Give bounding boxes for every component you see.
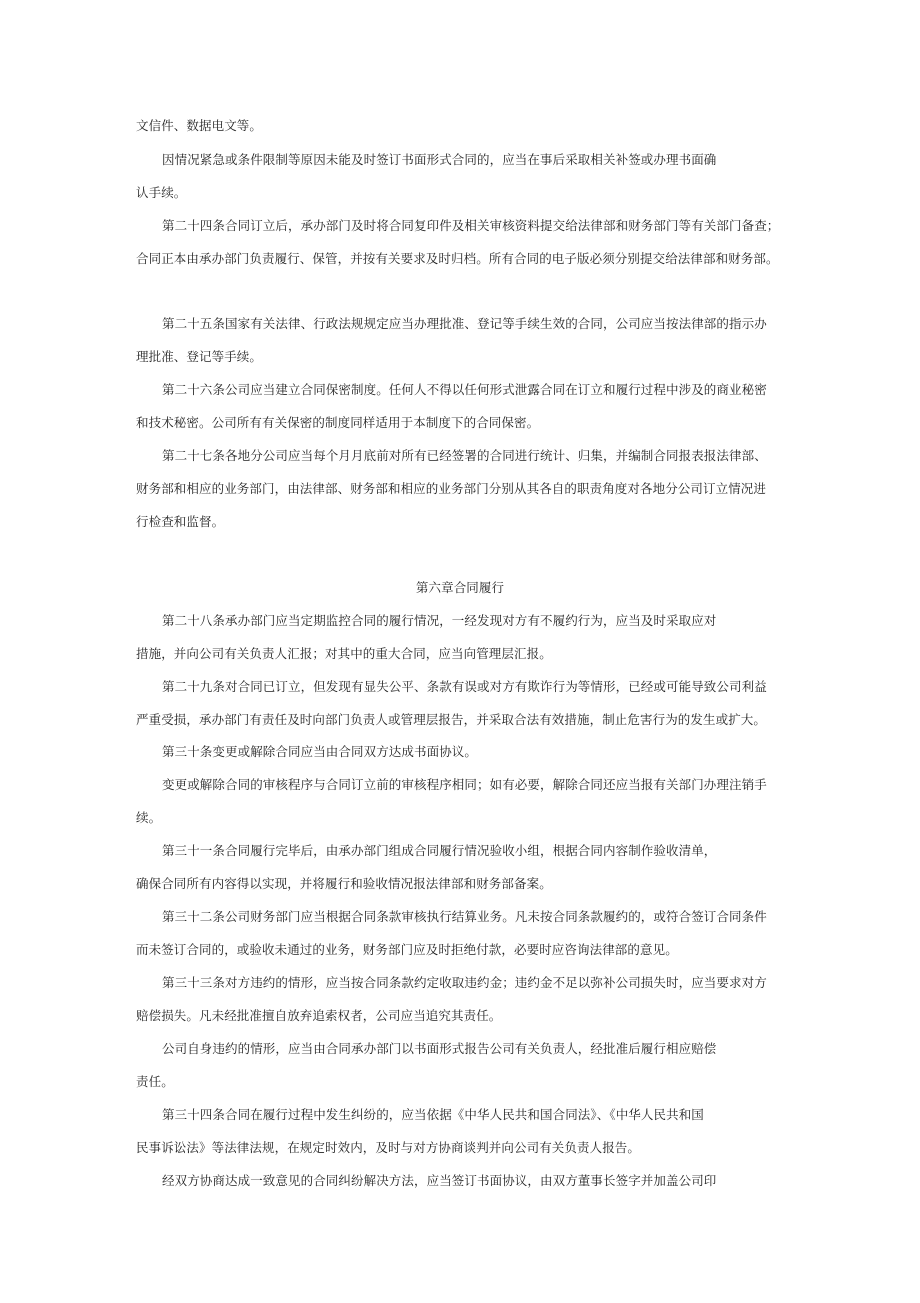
text-line: 而未签订合同的，或验收未通过的业务，财务部门应及时拒绝付款，必要时应咨询法律部的意见。 (136, 942, 678, 957)
text-line: 财务部和相应的业务部门，由法律部、财务部和相应的业务部门分别从其各自的职责角度对各地分公司订立情况进 (136, 481, 767, 496)
text-line: 合同正本由承办部门负责履行、保管，并按有关要求及时归档。所有合同的电子版必须分别提交给法律部和财务部。 (136, 251, 779, 266)
text-line: 民事诉讼法》等法律法规，在规定时效内，及时与对方协商谈判并向公司有关负责人报告。 (136, 1140, 641, 1155)
text-line: 理批准、登记等手续。 (136, 349, 263, 364)
text-line: 公司自身违约的情形，应当由合同承办部门以书面形式报告公司有关负责人，经批准后履行相应赔偿 (162, 1041, 717, 1056)
text-line: 经双方协商达成一致意见的合同纠纷解决方法，应当签订书面协议，由双方董事长签字并加盖公司印 (162, 1173, 717, 1188)
text-line: 和技术秘密。公司所有有关保密的制度同样适用于本制度下的合同保密。 (136, 415, 540, 430)
chapter-heading: 第六章合同履行 (415, 580, 505, 595)
text-line: 第二十五条国家有关法律、行政法规规定应当办理批准、登记等手续生效的合同，公司应当按法律部的指示办 (162, 316, 767, 331)
text-line: 严重受损，承办部门有责任及时向部门负责人或管理层报告，并采取合法有效措施，制止危害行为的发生或扩大。 (136, 712, 767, 727)
text-line: 变更或解除合同的审核程序与合同订立前的审核程序相同；如有必要，解除合同还应当报有关部门办理注销手 (162, 777, 767, 792)
text-line: 第三十三条对方违约的情形，应当按合同条款约定收取违约金；违约金不足以弥补公司损失时，应当要求对方 (162, 975, 767, 990)
text-line: 第二十八条承办部门应当定期监控合同的履行情况，一经发现对方有不履约行为，应当及时采取应对 (162, 613, 717, 628)
text-line: 第二十六条公司应当建立合同保密制度。任何人不得以任何形式泄露合同在订立和履行过程中涉及的商业秘密 (162, 382, 767, 397)
text-line: 第三十二条公司财务部门应当根据合同条款审核执行结算业务。凡未按合同条款履约的，或符合签订合同条件 (162, 909, 767, 924)
text-line: 第二十七条各地分公司应当每个月月底前对所有已经签署的合同进行统计、归集，并编制合同报表报法律部、 (162, 448, 767, 463)
text-line: 第三十一条合同履行完毕后，由承办部门组成合同履行情况验收小组，根据合同内容制作验收清单， (162, 843, 717, 858)
text-line: 第二十四条合同订立后，承办部门及时将合同复印件及相关审核资料提交给法律部和财务部门等有关部门备查； (162, 218, 780, 233)
text-line: 文信件、数据电文等。 (136, 118, 263, 133)
text-line: 因情况紧急或条件限制等原因未能及时签订书面形式合同的，应当在事后采取相关补签或办理书面确 (162, 152, 717, 167)
text-line: 第二十九条对合同已订立，但发现有显失公平、条款有误或对方有欺诈行为等情形，已经或可能导致公司利益 (162, 679, 767, 694)
text-line: 确保合同所有内容得以实现，并将履行和验收情况报法律部和财务部备案。 (136, 876, 552, 891)
text-line: 认手续。 (136, 185, 187, 200)
text-line: 第三十条变更或解除合同应当由合同双方达成书面协议。 (162, 744, 478, 759)
text-line: 措施，并向公司有关负责人汇报；对其中的重大合同，应当向管理层汇报。 (136, 646, 552, 661)
text-line: 赔偿损失。凡未经批准擅自放弃追索权者，公司应当追究其责任。 (136, 1008, 502, 1023)
text-line: 责任。 (136, 1074, 174, 1089)
text-line: 行检查和监督。 (136, 514, 225, 529)
text-line: 第三十四条合同在履行过程中发生纠纷的，应当依据《中华人民共和国合同法》、《中华人民共和国 (162, 1107, 704, 1122)
text-line: 续。 (136, 810, 162, 825)
